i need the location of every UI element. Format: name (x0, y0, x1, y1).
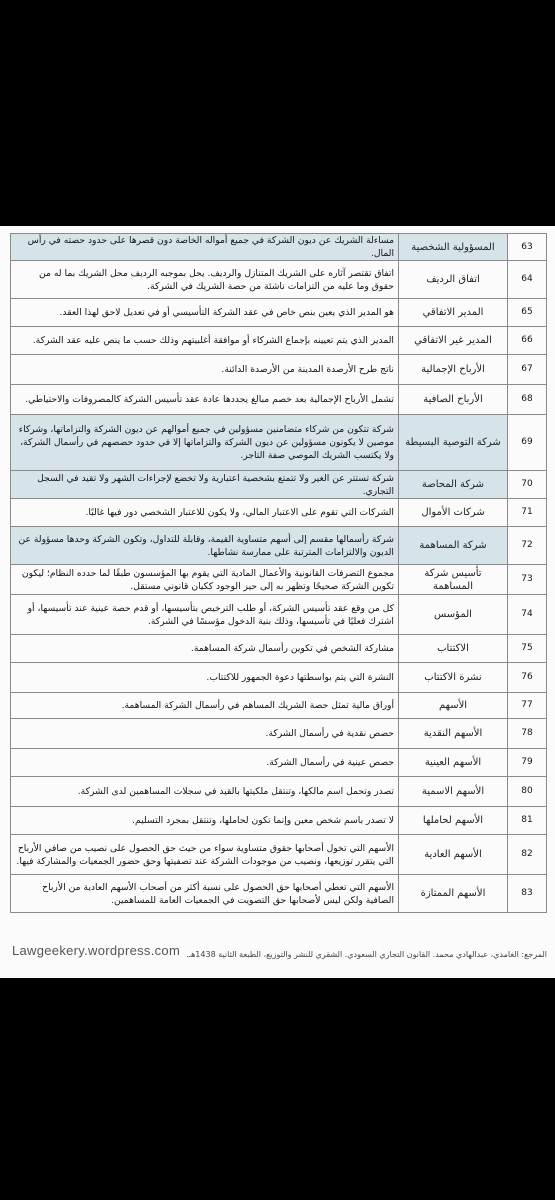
definition-cell: كل من وقع عقد تأسيس الشركة، أو طلب الترخيص بتأسيسها، أو قدم حصة عينية عند تأسيسها، أو اشترك فعليًا في تأسيسها، وذلك بنية الدخول مؤسسًا في الشركة. (11, 595, 399, 635)
row-number: 79 (508, 749, 547, 777)
term-cell: شركات الأموال (399, 499, 508, 527)
row-number: 65 (508, 299, 547, 327)
row-number: 81 (508, 807, 547, 835)
term-cell: شركة التوصية البسيطة (399, 415, 508, 471)
table-row (11, 499, 547, 527)
definition-cell: ناتج طرح الأرصدة المدينة من الأرصدة الدائنة. (11, 355, 399, 385)
table-row (11, 807, 547, 835)
row-number: 72 (508, 527, 547, 565)
row-number: 73 (508, 565, 547, 595)
table-row (11, 875, 547, 913)
definition-cell: المدير الذي يتم تعيينه بإجماع الشركاء أو موافقة أغلبيتهم وذلك حسب ما ينص عليه عقد الشركة. (11, 327, 399, 355)
row-number: 67 (508, 355, 547, 385)
definition-cell: تشمل الأرباح الإجمالية بعد خصم مبالغ يحددها عادة عقد تأسيس الشركة كالمصروفات والاحتياطي. (11, 385, 399, 415)
table-row (11, 749, 547, 777)
definition-cell: مشاركة الشخص في تكوين رأسمال شركة المساهمة. (11, 635, 399, 663)
row-number: 71 (508, 499, 547, 527)
table-row (11, 835, 547, 875)
row-number: 75 (508, 635, 547, 663)
row-number: 69 (508, 415, 547, 471)
definition-cell: تصدر وتحمل اسم مالكها، وتنتقل ملكيتها بالقيد في سجلات المساهمين لدى الشركة. (11, 777, 399, 807)
term-cell: الأرباح الصافية (399, 385, 508, 415)
table-row (11, 527, 547, 565)
term-cell: الاكتتاب (399, 635, 508, 663)
definition-cell: مجموع التصرفات القانونية والأعمال المادية التي يقوم بها المؤسسون طبقًا لما حدده النظام؛ ليكون تكوين الشركة صحيحًا وتظهر به إلى حيز الوجود ككيان قانوني مستقل. (11, 565, 399, 595)
definition-cell: الأسهم التي تعطي أصحابها حق الحصول على نسبة أكثر من أصحاب الأسهم العادية من الأرباح الصافية ولكن ليس لأصحابها حق التصويت في الجمعيات العامة للمساهمين. (11, 875, 399, 913)
term-cell: الأسهم النقدية (399, 719, 508, 749)
table-row (11, 777, 547, 807)
definition-cell: شركة تتكون من شركاء متضامنين مسؤولين في جميع أموالهم عن ديون الشركة والتزاماتها، وشركاء موصين لا يكونون مسؤولين عن ديون الشركة والتزاماتها إلا في حدود حصصهم في رأسمال الشركة، ولا يكتسب الشريك الموصي صفة التاجر. (11, 415, 399, 471)
row-number: 68 (508, 385, 547, 415)
table-row (11, 261, 547, 299)
term-cell: الأسهم العادية (399, 835, 508, 875)
row-number: 76 (508, 663, 547, 693)
row-number: 80 (508, 777, 547, 807)
definition-cell: لا تصدر باسم شخص معين وإنما تكون لحاملها، وتنتقل بمجرد التسليم. (11, 807, 399, 835)
definition-cell: هو المدير الذي يعين بنص خاص في عقد الشركة التأسيسي أو في تعديل لاحق لهذا العقد. (11, 299, 399, 327)
term-cell: شركة المحاصة (399, 471, 508, 499)
definition-cell: أوراق مالية تمثل حصة الشريك المساهم في رأسمال الشركة المساهمة. (11, 693, 399, 719)
definition-cell: النشرة التي يتم بواسطتها دعوة الجمهور للاكتتاب. (11, 663, 399, 693)
term-cell: نشرة الاكتتاب (399, 663, 508, 693)
table-row (11, 385, 547, 415)
table-row (11, 693, 547, 719)
term-cell: تأسيس شركة المساهمة (399, 565, 508, 595)
table-row (11, 565, 547, 595)
term-cell: الأسهم الاسمية (399, 777, 508, 807)
row-number: 64 (508, 261, 547, 299)
definition-cell: اتفاق تقتصر آثاره على الشريك المتنازل والرديف. يحل بموجبه الرديف محل الشريك بما له من حقوق وما عليه من التزامات ناشئة من حصة الشريك في الشركة. (11, 261, 399, 299)
table-row (11, 635, 547, 663)
row-number: 66 (508, 327, 547, 355)
source-citation: المرجع: الغامدي، عبدالهادي محمد. القانون التجاري السعودي. الشقري للنشر والتوزيع، الطبعة الثانية 1438هـ. (186, 950, 547, 959)
definition-cell: شركة رأسمالها مقسم إلى أسهم متساوية القيمة، وقابلة للتداول، وتكون الشركة وحدها مسؤولة عن الديون والالتزامات المترتبة على ممارسة نشاطها. (11, 527, 399, 565)
term-cell: الأسهم لحاملها (399, 807, 508, 835)
glossary-table (10, 233, 547, 913)
definition-cell: مساءلة الشريك عن ديون الشركة في جميع أمواله الخاصة دون قصرها على حدود حصته في رأس المال. (11, 234, 399, 261)
row-number: 83 (508, 875, 547, 913)
term-cell: الأسهم الممتازة (399, 875, 508, 913)
row-number: 77 (508, 693, 547, 719)
term-cell: الأسهم العينية (399, 749, 508, 777)
table-row (11, 415, 547, 471)
term-cell: الأسهم (399, 693, 508, 719)
term-cell: المدير غير الاتفاقي (399, 327, 508, 355)
row-number: 74 (508, 595, 547, 635)
term-cell: المدير الاتفاقي (399, 299, 508, 327)
table-row (11, 595, 547, 635)
term-cell: الأرباح الإجمالية (399, 355, 508, 385)
definition-cell: حصص نقدية في رأسمال الشركة. (11, 719, 399, 749)
row-number: 70 (508, 471, 547, 499)
table-row (11, 234, 547, 261)
term-cell: المؤسس (399, 595, 508, 635)
document-page (0, 226, 555, 978)
table-row (11, 471, 547, 499)
term-cell: المسؤولية الشخصية (399, 234, 508, 261)
term-cell: اتفاق الرديف (399, 261, 508, 299)
table-row (11, 719, 547, 749)
table-row (11, 355, 547, 385)
definition-cell: الأسهم التي تخول أصحابها حقوق متساوية سواء من حيث حق الحصول على نصيب من صافي الأرباح التي يتقرر توزيعها، ونصيب من موجودات الشركة عند تصفيتها وحق حضور الجمعيات والمشاركة فيها. (11, 835, 399, 875)
definition-cell: الشركات التي تقوم على الاعتبار المالي، ولا يكون للاعتبار الشخصي دور فيها غالبًا. (11, 499, 399, 527)
definition-cell: حصص عينية في رأسمال الشركة. (11, 749, 399, 777)
term-cell: شركة المساهمة (399, 527, 508, 565)
table-row (11, 299, 547, 327)
row-number: 78 (508, 719, 547, 749)
table-row (11, 663, 547, 693)
row-number: 82 (508, 835, 547, 875)
definition-cell: شركة تستتر عن الغير ولا تتمتع بشخصية اعتبارية ولا تخضع لإجراءات الشهر ولا تقيد في السجل التجاري. (11, 471, 399, 499)
site-watermark: Lawgeekery.wordpress.com (12, 943, 181, 958)
table-row (11, 327, 547, 355)
row-number: 63 (508, 234, 547, 261)
